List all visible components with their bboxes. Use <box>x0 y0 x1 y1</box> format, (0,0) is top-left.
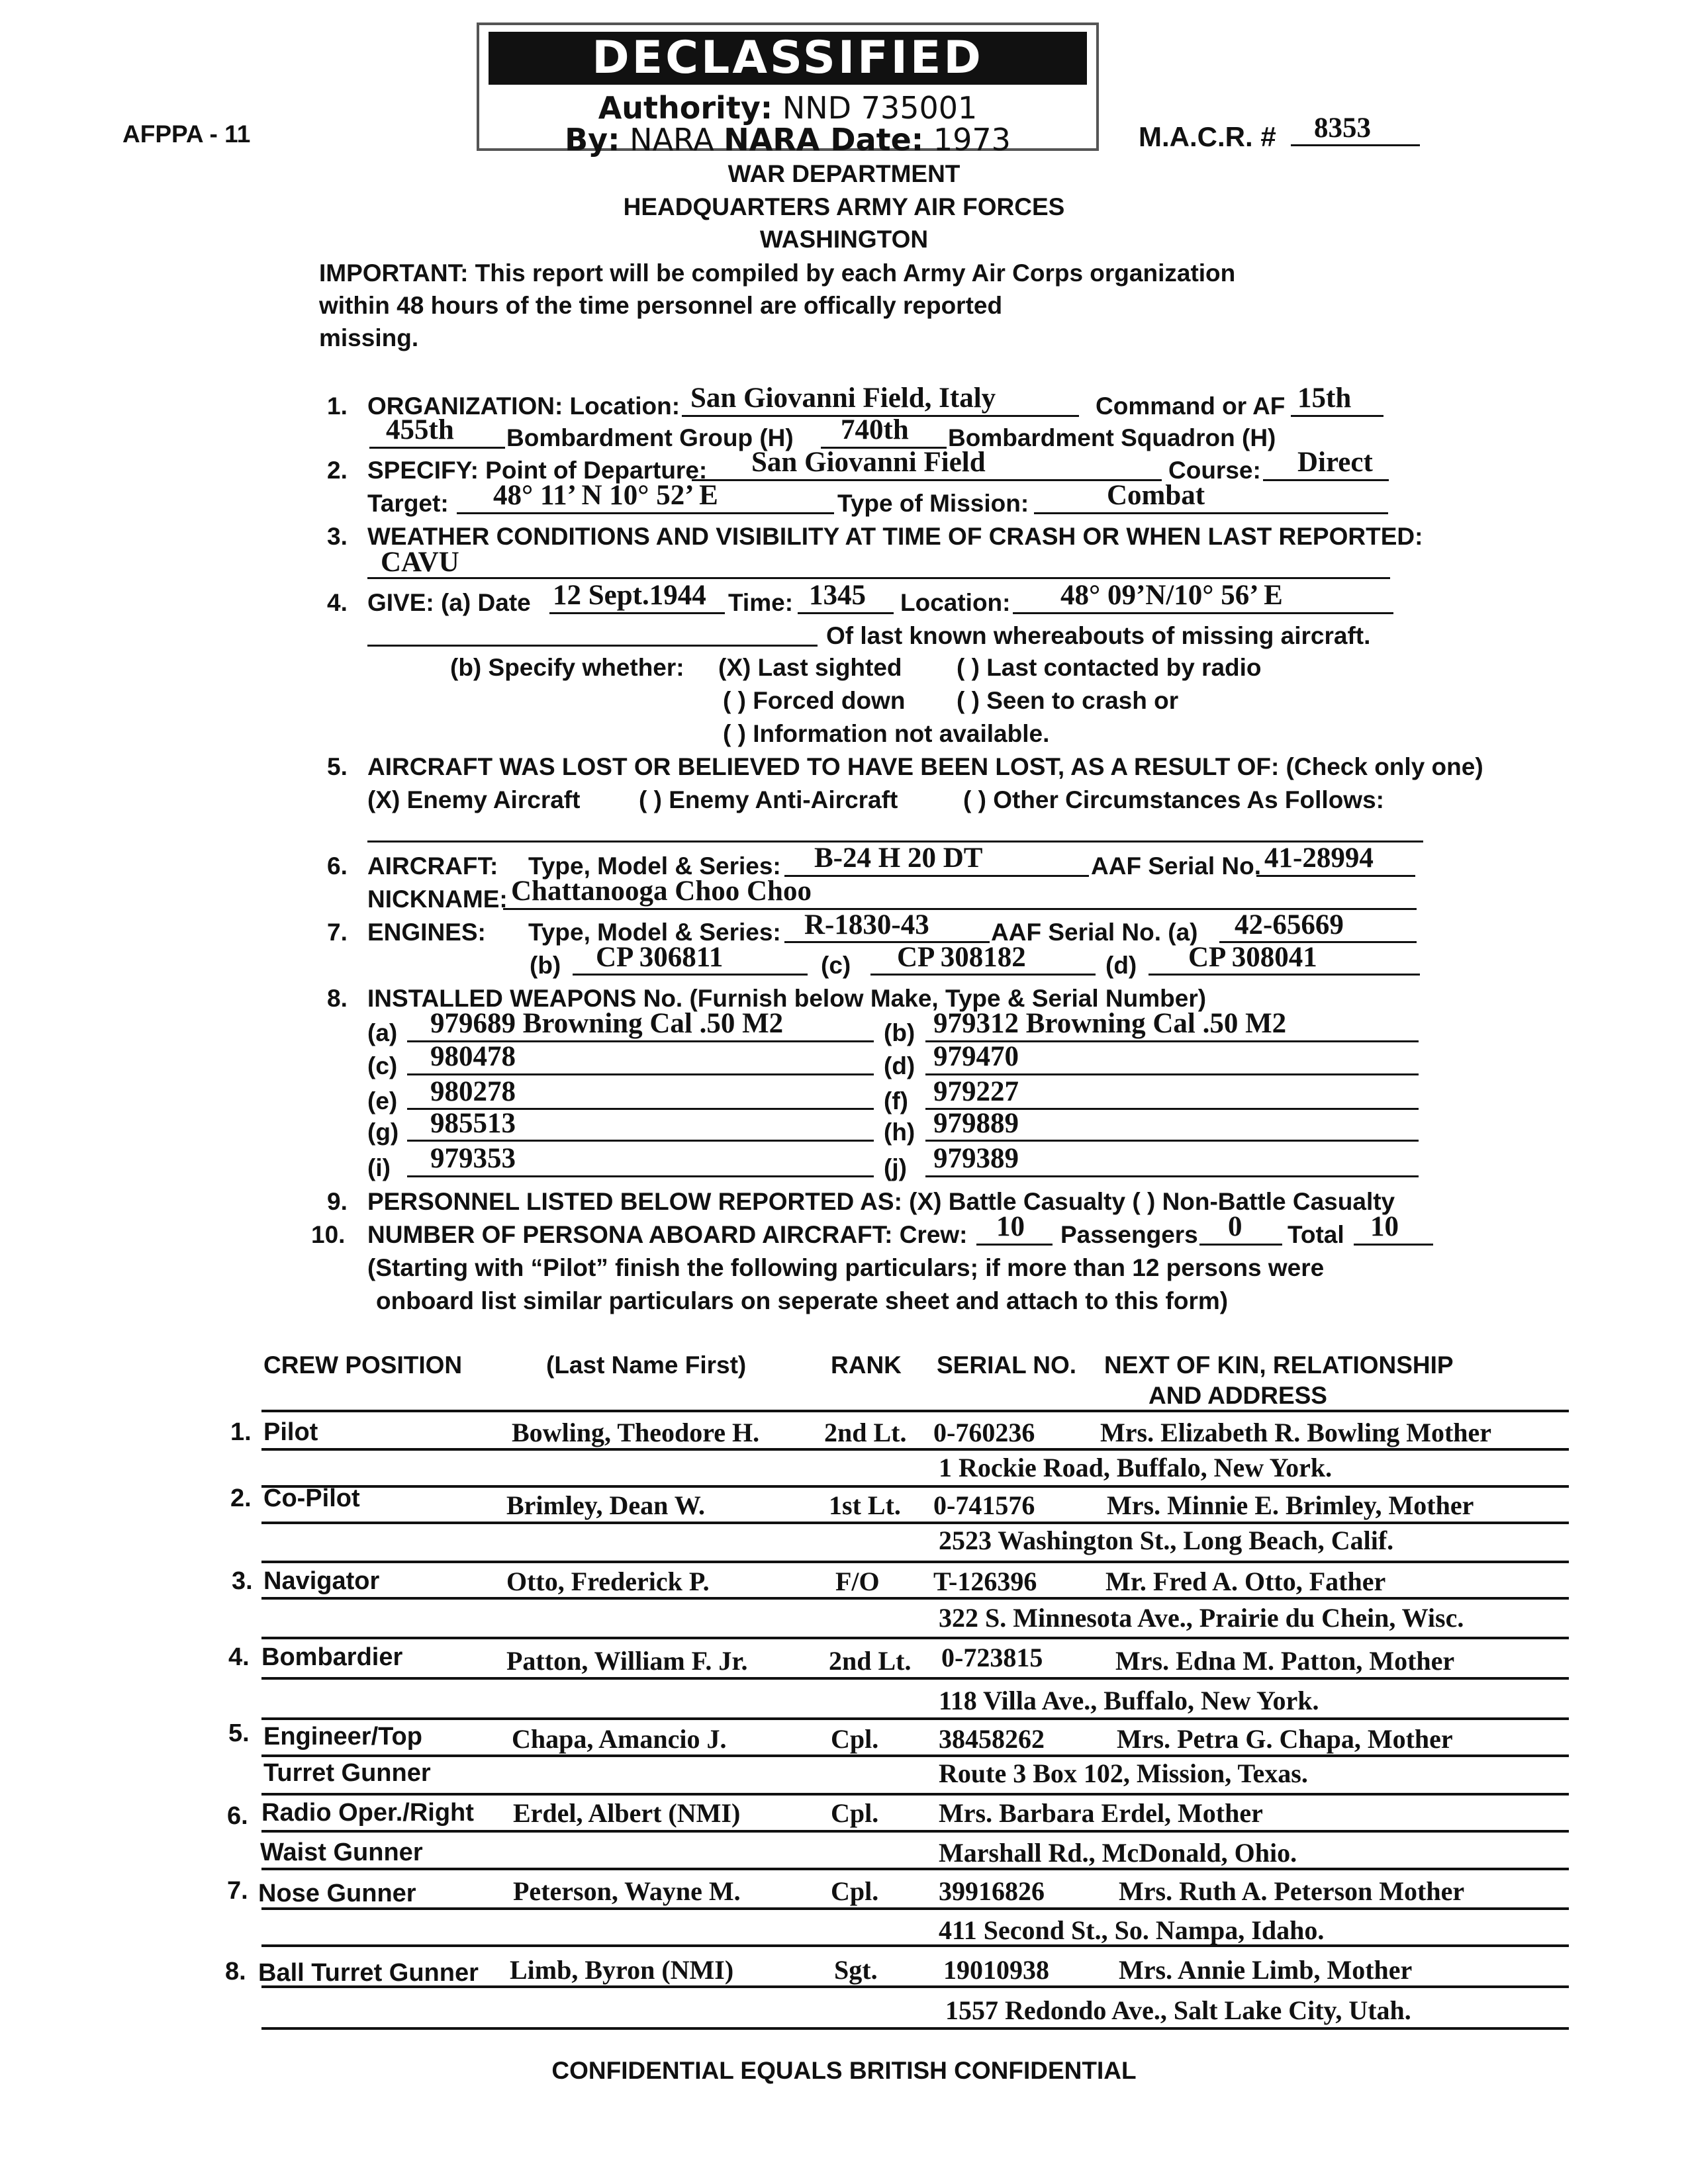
crew3-divider <box>261 1597 1569 1600</box>
weapon-d-label: (d) <box>884 1052 915 1079</box>
crew2-address: 2523 Washington St., Long Beach, Calif. <box>939 1525 1394 1555</box>
item3-value: CAVU <box>381 547 459 578</box>
item10-total-label: Total <box>1288 1221 1344 1248</box>
crew8-line <box>261 2027 1569 2030</box>
crew6-rank: Cpl. <box>831 1798 879 1828</box>
item10-total: 10 <box>1370 1211 1399 1242</box>
crew4-serial: 0-723815 <box>941 1643 1043 1672</box>
item10-label: NUMBER OF PERSONA ABOARD AIRCRAFT: Crew: <box>367 1221 968 1248</box>
stamp-by-label: By: <box>565 122 620 158</box>
crew7-number: 7. <box>227 1877 248 1905</box>
item6-number: 6. <box>327 852 348 880</box>
crew3-serial: T-126396 <box>933 1567 1037 1596</box>
item4-b-label: (b) Specify whether: <box>450 654 684 681</box>
item10-crew-line <box>976 1244 1053 1246</box>
item7-b-label: (b) <box>530 952 561 979</box>
item2-course: Direct <box>1297 447 1373 478</box>
weapon-i-line <box>407 1175 874 1177</box>
crew2-line <box>261 1561 1569 1563</box>
crew3-address: 322 S. Minnesota Ave., Prairie du Chein, Wisc. <box>939 1603 1464 1633</box>
weapon-d-value: 979470 <box>933 1041 1019 1072</box>
weapon-j-value: 979389 <box>933 1143 1019 1174</box>
item2-mission-line <box>1034 512 1388 514</box>
item6-type-label: Type, Model & Series: <box>528 852 781 880</box>
important-line3: missing. <box>319 324 419 351</box>
footer-confidential: CONFIDENTIAL EQUALS BRITISH CONFIDENTIAL <box>551 2057 1137 2084</box>
item7-c-line <box>870 974 1096 976</box>
item10-passengers: 0 <box>1228 1211 1243 1242</box>
item6-type-line <box>784 875 1089 877</box>
crew2-number: 2. <box>230 1484 252 1512</box>
crew8-address: 1557 Redondo Ave., Salt Lake City, Utah. <box>945 1995 1411 2025</box>
crew7-divider <box>261 1907 1569 1910</box>
weapon-g-value: 985513 <box>430 1108 516 1139</box>
stamp-date-label: NARA Date: <box>724 122 924 158</box>
crew-header-position: CREW POSITION <box>263 1351 463 1379</box>
crew4-kin: Mrs. Edna M. Patton, Mother <box>1115 1646 1455 1676</box>
weapon-c-line <box>407 1073 874 1075</box>
item4-number: 4. <box>327 589 348 616</box>
crew5-rank: Cpl. <box>831 1724 879 1754</box>
crew5-divider <box>261 1754 1569 1757</box>
weapon-h-value: 979889 <box>933 1108 1019 1139</box>
crew4-position: Bombardier <box>261 1643 403 1671</box>
item4-opt-radio[interactable]: ( ) Last contacted by radio <box>957 654 1262 681</box>
item3-number: 3. <box>327 523 348 550</box>
item10-total-line <box>1354 1244 1433 1246</box>
crew7-position: Nose Gunner <box>258 1880 416 1907</box>
item10-number: 10. <box>311 1221 346 1248</box>
weapon-e-label: (e) <box>367 1087 398 1115</box>
item10-note1: (Starting with “Pilot” finish the following particulars; if more than 12 persons were <box>367 1254 1325 1281</box>
crew3-position: Navigator <box>263 1567 380 1595</box>
item5-label: AIRCRAFT WAS LOST OR BELIEVED TO HAVE BEEN LOST, AS A RESULT OF: (Check only one) <box>367 753 1483 780</box>
crew1-number: 1. <box>230 1418 252 1446</box>
item3-line <box>367 577 1390 579</box>
crew3-kin: Mr. Fred A. Otto, Father <box>1105 1567 1386 1596</box>
item7-type-label: Type, Model & Series: <box>528 919 781 946</box>
crew1-serial: 0-760236 <box>933 1418 1035 1447</box>
crew-header-kin1: NEXT OF KIN, RELATIONSHIP <box>1104 1351 1454 1379</box>
crew2-divider <box>261 1522 1569 1524</box>
crew2-rank: 1st Lt. <box>829 1490 901 1520</box>
crew5-serial: 38458262 <box>939 1724 1045 1754</box>
item6-label: AIRCRAFT: <box>367 852 498 880</box>
crew7-name: Peterson, Wayne M. <box>513 1876 741 1906</box>
item10-note2: onboard list similar particulars on seperate sheet and attach to this form) <box>376 1287 1229 1314</box>
item7-label: ENGINES: <box>367 919 486 946</box>
weapon-i-value: 979353 <box>430 1143 516 1174</box>
item2-mission-label: Type of Mission: <box>837 490 1029 517</box>
important-line2: within 48 hours of the time personnel are offically reported <box>319 292 1003 319</box>
crew6-number: 6. <box>227 1802 248 1830</box>
crew5-position: Engineer/Top <box>263 1723 422 1751</box>
item4-date: 12 Sept.1944 <box>553 580 706 611</box>
crew5-address: Route 3 Box 102, Mission, Texas. <box>939 1758 1308 1788</box>
item4-whereabouts: Of last known whereabouts of missing aircraft. <box>826 622 1371 649</box>
item1-group-line <box>369 447 505 449</box>
item1-squadron: 740th <box>841 414 909 445</box>
item7-d-line <box>1149 974 1420 976</box>
crew8-serial: 19010938 <box>943 1955 1049 1985</box>
form-id: AFPPA - 11 <box>122 120 251 148</box>
weapon-j-label: (j) <box>884 1154 907 1181</box>
crew7-address: 411 Second St., So. Nampa, Idaho. <box>939 1915 1325 1945</box>
crew1-position: Pilot <box>263 1418 318 1446</box>
item1-label: ORGANIZATION: Location: <box>367 392 680 420</box>
item2-departure-line <box>692 479 1162 481</box>
item8-label: INSTALLED WEAPONS No. (Furnish below Make, Type & Serial Number) <box>367 985 1207 1012</box>
item2-target: 48° 11’ N 10° 52’ E <box>493 480 718 511</box>
item7-a: 42-65669 <box>1235 909 1344 940</box>
crew-header-serial: SERIAL NO. <box>937 1351 1077 1379</box>
item4-time: 1345 <box>809 580 866 611</box>
stamp-authority-value: NND 735001 <box>782 90 978 126</box>
crew3-rank: F/O <box>835 1567 880 1596</box>
item5-opt-other[interactable]: ( ) Other Circumstances As Follows: <box>963 786 1384 813</box>
item7-number: 7. <box>327 919 348 946</box>
item1-command-label: Command or AF <box>1096 392 1286 420</box>
item2-departure: San Giovanni Field <box>751 447 986 478</box>
item4-whereabouts-line <box>367 645 818 647</box>
crew7-rank: Cpl. <box>831 1876 879 1906</box>
crew7-line <box>261 1944 1569 1947</box>
crew8-name: Limb, Byron (NMI) <box>510 1955 734 1985</box>
weapon-e-value: 980278 <box>430 1076 516 1107</box>
item4-opt-last-sighted[interactable]: (X) Last sighted <box>718 654 902 681</box>
item2-number: 2. <box>327 457 348 484</box>
item4-location-line <box>1013 612 1393 614</box>
crew2-name: Brimley, Dean W. <box>506 1490 706 1520</box>
crew-header-kin2: AND ADDRESS <box>1149 1382 1327 1409</box>
item10-passengers-label: Passengers <box>1060 1221 1198 1248</box>
crew1-line <box>261 1485 1569 1488</box>
item2-target-line <box>457 512 834 514</box>
crew4-divider <box>261 1677 1569 1680</box>
item1-command-line <box>1291 415 1383 417</box>
weapon-g-line <box>407 1140 874 1142</box>
item7-b: CP 306811 <box>596 942 724 973</box>
item6-type: B-24 H 20 DT <box>814 842 983 874</box>
crew1-divider <box>261 1448 1569 1451</box>
item9-label: PERSONNEL LISTED BELOW REPORTED AS: (X) Battle Casualty ( ) Non-Battle Casualty <box>367 1188 1395 1215</box>
item2-label: SPECIFY: Point of Departure: <box>367 457 708 484</box>
item4-opt-noinfo[interactable]: ( ) Information not available. <box>723 720 1050 747</box>
weapon-c-label: (c) <box>367 1052 398 1079</box>
weapon-b-label: (b) <box>884 1019 915 1046</box>
crew5-kin: Mrs. Petra G. Chapa, Mother <box>1117 1724 1453 1754</box>
crew3-number: 3. <box>232 1567 253 1595</box>
crew8-divider <box>261 1985 1569 1988</box>
item1-command: 15th <box>1297 383 1352 414</box>
crew5-position-line2: Turret Gunner <box>263 1759 431 1787</box>
weapon-h-label: (h) <box>884 1118 915 1146</box>
weapon-a-value: 979689 Browning Cal .50 M2 <box>430 1008 784 1039</box>
crew2-kin: Mrs. Minnie E. Brimley, Mother <box>1107 1490 1474 1520</box>
stamp-by <box>479 122 1096 158</box>
item5-opt-enemy-aircraft[interactable]: (X) Enemy Aircraft <box>367 786 581 813</box>
weapon-a-label: (a) <box>367 1019 398 1046</box>
stamp-by-value: NARA <box>630 122 714 158</box>
weapon-f-value: 979227 <box>933 1076 1019 1107</box>
item7-d-label: (d) <box>1105 952 1137 979</box>
crew6-position: Radio Oper./Right <box>261 1799 474 1827</box>
crew3-name: Otto, Frederick P. <box>506 1567 710 1596</box>
crew4-number: 4. <box>228 1643 250 1671</box>
item7-serial-label: AAF Serial No. (a) <box>991 919 1198 946</box>
important-line1: IMPORTANT: This report will be compiled by each Army Air Corps organization <box>319 259 1236 287</box>
stamp-authority-label: Authority: <box>598 90 773 126</box>
item2-target-label: Target: <box>367 490 449 517</box>
item10-passengers-line <box>1199 1244 1282 1246</box>
stamp-title: DECLASSIFIED <box>489 32 1087 85</box>
item10-crew: 10 <box>996 1211 1025 1242</box>
crew8-position: Ball Turret Gunner <box>258 1959 479 1987</box>
item7-d: CP 308041 <box>1188 942 1317 973</box>
header-line3: WASHINGTON <box>759 226 929 253</box>
crew8-kin: Mrs. Annie Limb, Mother <box>1119 1955 1413 1985</box>
crew8-rank: Sgt. <box>834 1955 878 1985</box>
macr-number: 8353 <box>1314 113 1371 144</box>
item9-number: 9. <box>327 1188 348 1215</box>
weapon-j-line <box>925 1175 1419 1177</box>
crew4-line <box>261 1717 1569 1720</box>
item1-group: 455th <box>386 414 454 445</box>
crew6-line <box>261 1868 1569 1870</box>
item1-location: San Giovanni Field, Italy <box>690 383 996 414</box>
crew6-divider <box>261 1830 1569 1833</box>
item5-number: 5. <box>327 753 348 780</box>
weapon-c-value: 980478 <box>430 1041 516 1072</box>
weapon-d-line <box>925 1073 1419 1075</box>
crew7-serial: 39916826 <box>939 1876 1045 1906</box>
item6-nickname-label: NICKNAME: <box>367 886 508 913</box>
crew6-name: Erdel, Albert (NMI) <box>513 1798 741 1828</box>
crew4-name: Patton, William F. Jr. <box>506 1646 748 1676</box>
item4-time-line <box>798 612 894 614</box>
item4-label: GIVE: (a) Date <box>367 589 531 616</box>
item7-type: R-1830-43 <box>804 909 929 940</box>
item6-serial-line <box>1256 875 1415 877</box>
weapon-i-label: (i) <box>367 1154 391 1181</box>
item2-mission: Combat <box>1107 480 1205 511</box>
declassified-stamp <box>477 23 1099 158</box>
crew2-position: Co-Pilot <box>263 1484 360 1512</box>
crew6-kin: Mrs. Barbara Erdel, Mother <box>939 1798 1263 1828</box>
item4-opt-seen[interactable]: ( ) Seen to crash or <box>957 687 1179 714</box>
item3-label: WEATHER CONDITIONS AND VISIBILITY AT TIME OF CRASH OR WHEN LAST REPORTED: <box>367 523 1423 550</box>
crew6-address: Marshall Rd., McDonald, Ohio. <box>939 1838 1297 1868</box>
weapon-g-label: (g) <box>367 1118 399 1146</box>
item2-course-line <box>1263 479 1389 481</box>
item7-c: CP 308182 <box>897 942 1026 973</box>
item2-course-label: Course: <box>1168 457 1261 484</box>
crew3-line <box>261 1637 1569 1639</box>
stamp-authority <box>479 90 1096 126</box>
item1-group-label: Bombardment Group (H) <box>506 424 794 451</box>
crew6-position-line2: Waist Gunner <box>260 1839 423 1866</box>
macr-label: M.A.C.R. # <box>1139 121 1276 152</box>
item5-opt-anti-aircraft[interactable]: ( ) Enemy Anti-Aircraft <box>639 786 898 813</box>
crew7-kin: Mrs. Ruth A. Peterson Mother <box>1119 1876 1465 1906</box>
header-line2: HEADQUARTERS ARMY AIR FORCES <box>623 193 1065 220</box>
weapon-b-value: 979312 Browning Cal .50 M2 <box>933 1008 1287 1039</box>
crew4-rank: 2nd Lt. <box>829 1646 912 1676</box>
item4-date-line <box>549 612 725 614</box>
crew1-kin: Mrs. Elizabeth R. Bowling Mother <box>1100 1418 1492 1447</box>
crew2-serial: 0-741576 <box>933 1490 1035 1520</box>
crew8-number: 8. <box>225 1958 246 1985</box>
item7-b-line <box>573 974 808 976</box>
item1-squadron-label: Bombardment Squadron (H) <box>948 424 1276 451</box>
item4-location-label: Location: <box>900 589 1011 616</box>
stamp-date-value: 1973 <box>933 122 1011 158</box>
macr-underline <box>1291 144 1420 146</box>
crew5-line <box>261 1793 1569 1796</box>
item6-serial: 41-28994 <box>1264 842 1374 874</box>
weapon-f-label: (f) <box>884 1087 908 1115</box>
crew4-address: 118 Villa Ave., Buffalo, New York. <box>939 1686 1319 1715</box>
item4-location: 48° 09’N/10° 56’ E <box>1060 580 1283 611</box>
item1-number: 1. <box>327 392 348 420</box>
crew-header-rank: RANK <box>831 1351 902 1379</box>
weapon-h-line <box>925 1140 1419 1142</box>
crew5-name: Chapa, Amancio J. <box>512 1724 727 1754</box>
crew1-rank: 2nd Lt. <box>824 1418 907 1447</box>
crew-header-name: (Last Name First) <box>546 1351 747 1379</box>
item6-serial-label: AAF Serial No. <box>1091 852 1261 880</box>
crew5-number: 5. <box>228 1719 250 1747</box>
item7-c-label: (c) <box>821 952 851 979</box>
item4-time-label: Time: <box>728 589 794 616</box>
crew1-name: Bowling, Theodore H. <box>512 1418 760 1447</box>
item4-opt-forced[interactable]: ( ) Forced down <box>723 687 906 714</box>
header-line1: WAR DEPARTMENT <box>727 160 961 187</box>
item6-nickname: Chattanooga Choo Choo <box>511 876 812 907</box>
item8-number: 8. <box>327 985 348 1012</box>
crew-header-line <box>261 1410 1569 1412</box>
crew1-address: 1 Rockie Road, Buffalo, New York. <box>939 1453 1333 1482</box>
